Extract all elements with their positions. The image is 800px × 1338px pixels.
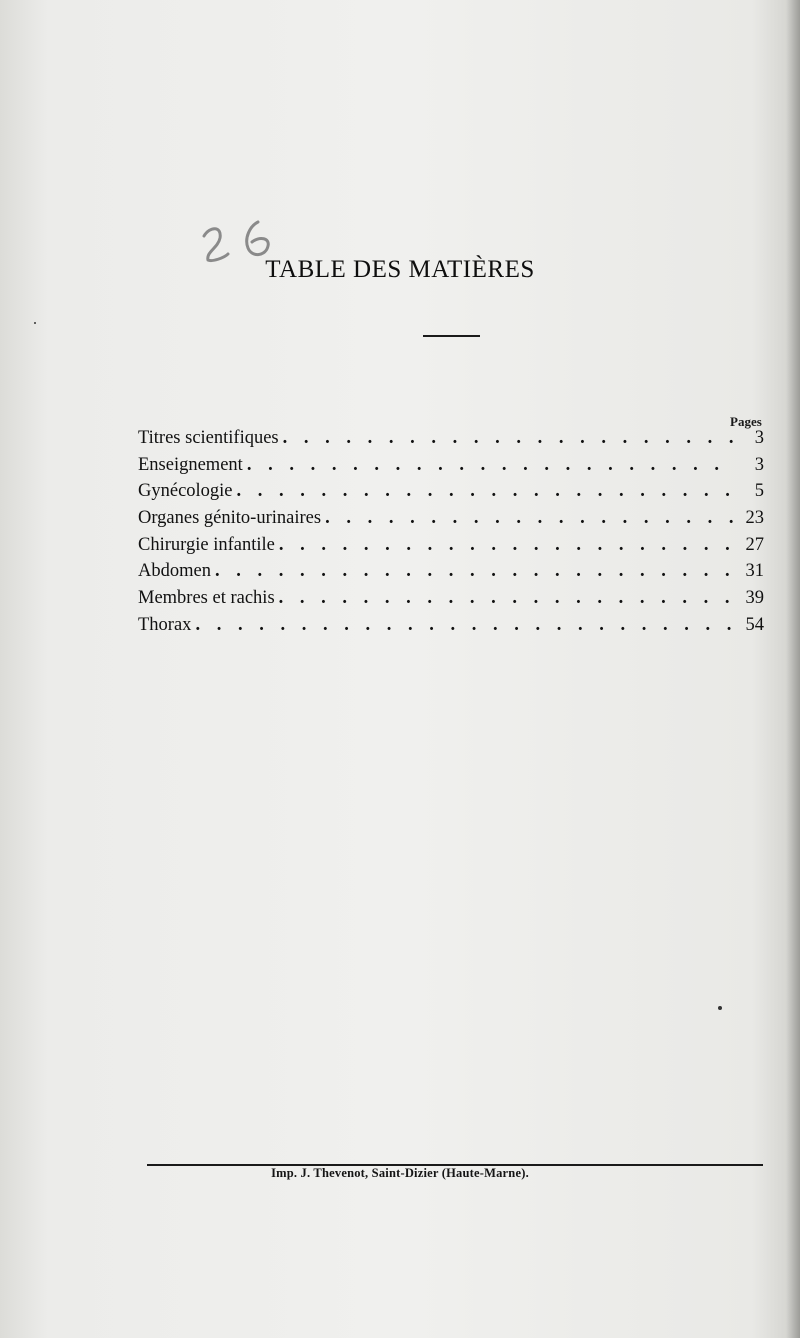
toc-entry-label: Gynécologie xyxy=(138,481,233,502)
toc-entry[interactable] xyxy=(138,455,764,482)
page-title: TABLE DES MATIÈRES xyxy=(265,256,535,283)
toc-entry[interactable] xyxy=(138,481,764,508)
toc-entry-page: 3 xyxy=(754,428,764,448)
printer-imprint: Imp. J. Thevenot, Saint-Dizier (Haute-Marne). xyxy=(271,1166,529,1180)
ink-speck xyxy=(718,1006,722,1010)
toc-entry-label: Abdomen xyxy=(138,561,211,582)
toc-entry-page: 23 xyxy=(745,508,764,529)
toc-entry-label: Titres scientifiques xyxy=(138,428,279,448)
toc-entry-page: 54 xyxy=(745,614,764,635)
dot-leader xyxy=(237,481,734,502)
dot-leader xyxy=(325,508,734,529)
toc-entry-page: 3 xyxy=(754,454,764,475)
toc-entry-label: Organes génito-urinaires xyxy=(138,508,322,529)
toc-entry-page: 39 xyxy=(745,588,764,609)
title-divider xyxy=(423,335,480,337)
toc-entry-label: Membres et rachis xyxy=(138,588,275,609)
pages-column-header: Pages xyxy=(730,414,762,429)
toc-entry[interactable] xyxy=(138,428,764,455)
toc-entry-label: Chirurgie infantile xyxy=(138,534,275,555)
dot-leader xyxy=(279,535,734,556)
dot-leader xyxy=(283,428,734,449)
toc-entry[interactable] xyxy=(138,561,764,588)
dot-leader xyxy=(247,455,734,476)
dot-leader xyxy=(215,561,734,582)
table-of-contents xyxy=(138,428,764,642)
toc-entry-page: 31 xyxy=(745,561,764,582)
toc-entry-page: 27 xyxy=(745,534,764,555)
toc-entry-page: 5 xyxy=(754,481,764,502)
dot-leader xyxy=(279,588,734,609)
dot-leader xyxy=(195,615,734,636)
toc-entry[interactable] xyxy=(138,588,764,615)
toc-entry-label: Thorax xyxy=(138,614,192,635)
page-edge-shadow xyxy=(786,0,800,1338)
toc-entry[interactable] xyxy=(138,508,764,535)
toc-entry[interactable] xyxy=(138,615,764,642)
ink-speck xyxy=(34,322,36,324)
toc-entry[interactable] xyxy=(138,535,764,562)
toc-entry-label: Enseignement xyxy=(138,454,243,475)
